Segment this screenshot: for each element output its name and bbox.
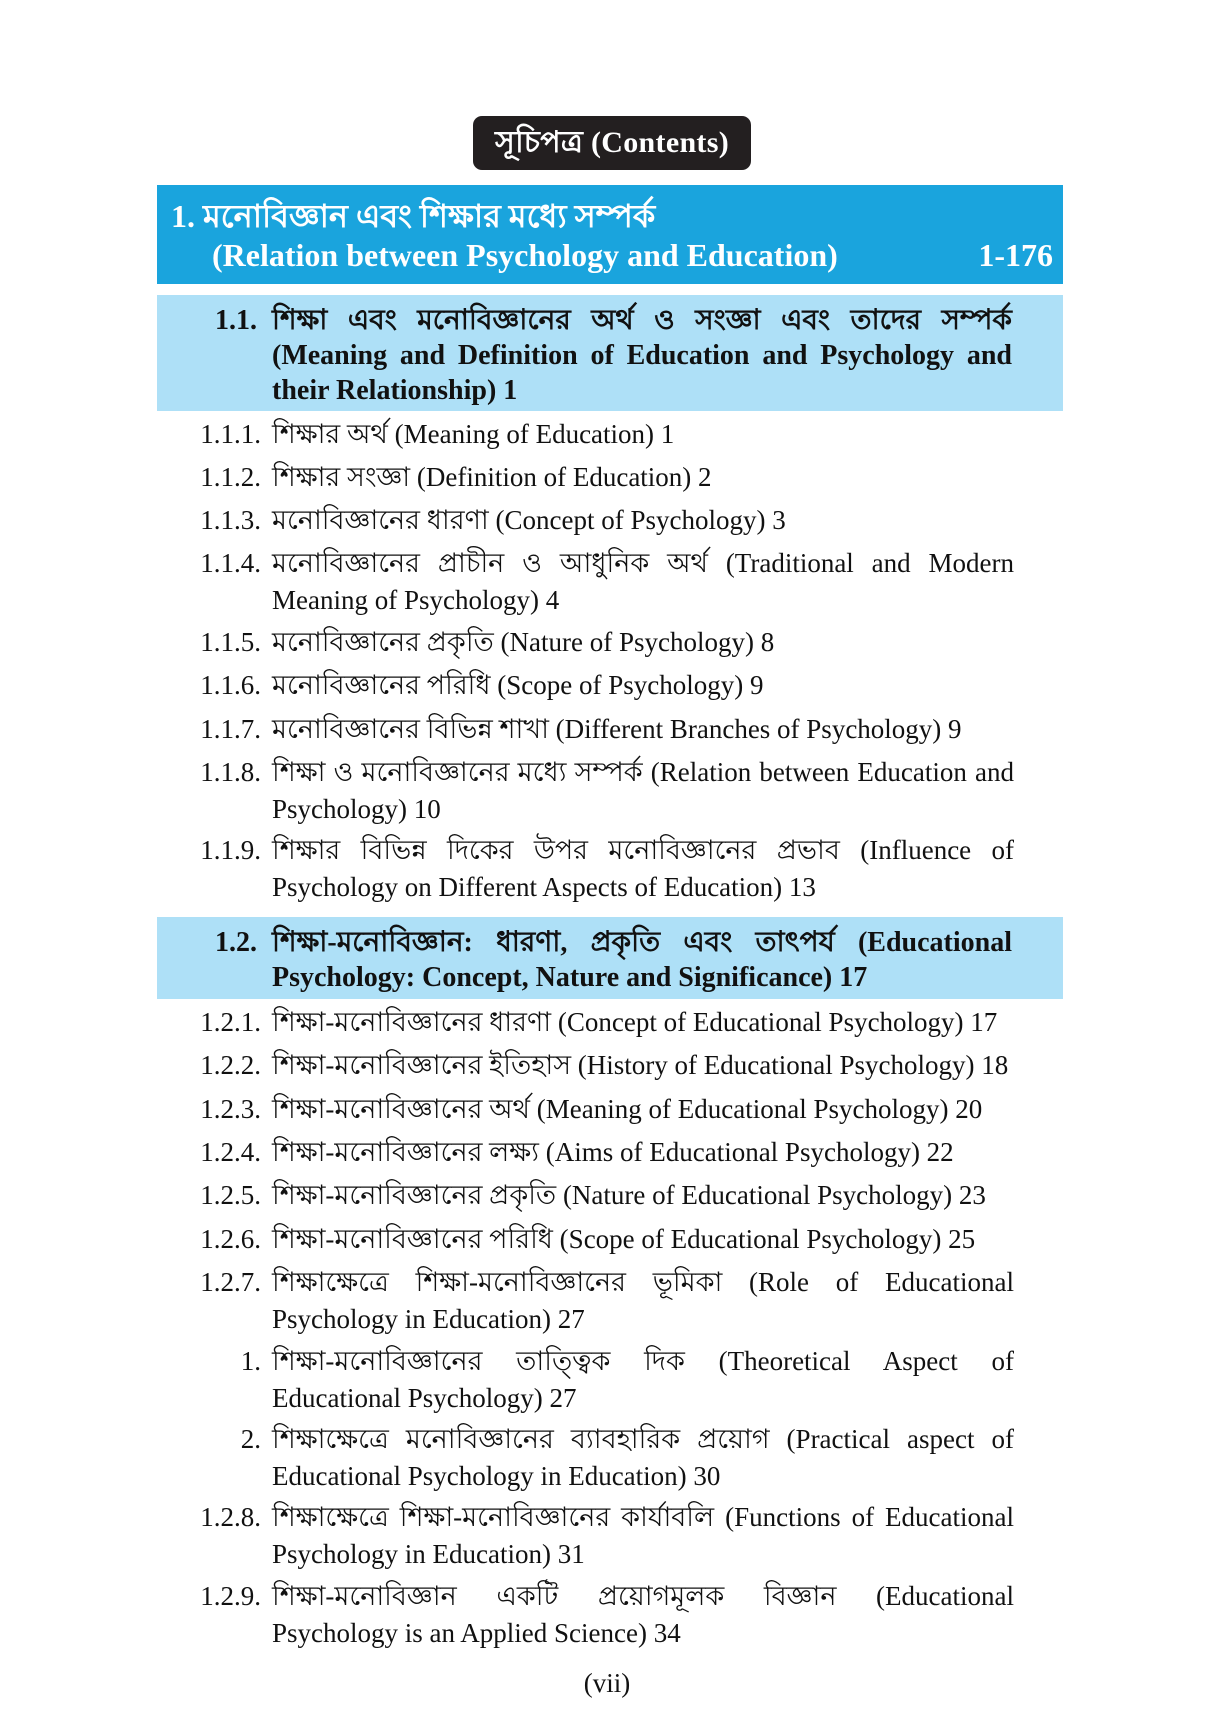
entry-text: মনোবিজ্ঞানের প্রকৃতি (Nature of Psychology) 8 (272, 627, 775, 657)
entry-text: শিক্ষা-মনোবিজ্ঞানের অর্থ (Meaning of Educational Psychology) 20 (272, 1094, 983, 1124)
chapter-heading (157, 185, 1063, 284)
entry-text: শিক্ষার বিভিন্ন দিকের উপর মনোবিজ্ঞানের প্রভাব (Influence of Psychology on Different Aspects of Education) 13 (272, 835, 1014, 902)
entry-number: 1.1.9. (200, 835, 261, 865)
entry-text: শিক্ষা-মনোবিজ্ঞানের প্রকৃতি (Nature of Educational Psychology) 23 (272, 1180, 986, 1210)
entry-number: 1.1.1. (200, 419, 261, 449)
entry-text: মনোবিজ্ঞানের বিভিন্ন শাখা (Different Branches of Psychology) 9 (272, 714, 962, 744)
section-number: 1.1. (215, 305, 257, 336)
entry-number: 1.2.7. (200, 1267, 261, 1297)
entry-text: শিক্ষা-মনোবিজ্ঞান একটি প্রয়োগমূলক বিজ্ঞান (Educational Psychology is an Applied Science) 34 (272, 1581, 1014, 1648)
chapter-page-range: 1-176 (978, 237, 1053, 273)
entry-text: শিক্ষাক্ষেত্রে শিক্ষা-মনোবিজ্ঞানের কার্যাবলি (Functions of Educational Psychology in Education) 31 (272, 1502, 1014, 1569)
section-heading (157, 917, 1063, 999)
section-heading (157, 295, 1063, 411)
entry-text: শিক্ষার সংজ্ঞা (Definition of Education) 2 (272, 462, 712, 492)
entry-number: 1.2.1. (200, 1007, 261, 1037)
entry-number: 1.2.4. (200, 1137, 261, 1167)
entry-text: শিক্ষা-মনোবিজ্ঞানের ধারণা (Concept of Educational Psychology) 17 (272, 1007, 998, 1037)
entry-text: মনোবিজ্ঞানের পরিধি (Scope of Psychology) 9 (272, 670, 764, 700)
entry-number: 1.1.7. (200, 714, 261, 744)
entry-number: 1. (240, 1346, 261, 1376)
entry-text: শিক্ষা-মনোবিজ্ঞানের লক্ষ্য (Aims of Educational Psychology) 22 (272, 1137, 954, 1167)
entry-number: 1.2.3. (200, 1094, 261, 1124)
entry-number: 1.1.5. (200, 627, 261, 657)
entry-number: 1.2.5. (200, 1180, 261, 1210)
entry-text: মনোবিজ্ঞানের ধারণা (Concept of Psychology) 3 (272, 505, 786, 535)
section-title: শিক্ষা এবং মনোবিজ্ঞানের অর্থ ও সংজ্ঞা এবং তাদের সম্পর্ক (Meaning and Definition of Education and Psychology and their Relationship) 1 (272, 305, 1012, 406)
entry-number: 1.2.9. (200, 1581, 261, 1611)
section-title: শিক্ষা-মনোবিজ্ঞান: ধারণা, প্রকৃতি এবং তাৎপর্য (Educational Psychology: Concept, Nature and Significance) 17 (272, 927, 1012, 993)
entry-text: শিক্ষা ও মনোবিজ্ঞানের মধ্যে সম্পর্ক (Relation between Education and Psychology) 10 (272, 757, 1014, 824)
section-number: 1.2. (215, 927, 257, 958)
entry-text: শিক্ষার অর্থ (Meaning of Education) 1 (272, 419, 675, 449)
entry-text: শিক্ষা-মনোবিজ্ঞানের তাত্ত্বিক দিক (Theoretical Aspect of Educational Psychology) 27 (272, 1346, 1014, 1413)
entry-number: 1.2.6. (200, 1224, 261, 1254)
entry-text: শিক্ষা-মনোবিজ্ঞানের পরিধি (Scope of Educational Psychology) 25 (272, 1224, 976, 1254)
entry-text: শিক্ষা-মনোবিজ্ঞানের ইতিহাস (History of Educational Psychology) 18 (272, 1050, 1009, 1080)
entry-number: 1.1.8. (200, 757, 261, 787)
entry-number: 1.1.3. (200, 505, 261, 535)
entry-number: 1.2.8. (200, 1502, 261, 1532)
entry-number: 1.2.2. (200, 1050, 261, 1080)
entry-number: 1.1.6. (200, 670, 261, 700)
chapter-title-english: (Relation between Psychology and Education) (212, 237, 838, 273)
entry-number: 2. (240, 1424, 261, 1454)
entry-text: মনোবিজ্ঞানের প্রাচীন ও আধুনিক অর্থ (Traditional and Modern Meaning of Psychology) 4 (272, 548, 1014, 615)
entry-text: শিক্ষাক্ষেত্রে মনোবিজ্ঞানের ব্যাবহারিক প্রয়োগ (Practical aspect of Educational Psychology in Education) 30 (272, 1424, 1014, 1491)
entry-number: 1.1.2. (200, 462, 261, 492)
contents-title: সূচিপত্র (Contents) (473, 116, 751, 170)
entry-text: শিক্ষাক্ষেত্রে শিক্ষা-মনোবিজ্ঞানের ভূমিকা (Role of Educational Psychology in Education) 27 (272, 1267, 1014, 1334)
page-number: (vii) (583, 1668, 631, 1698)
entry-number: 1.1.4. (200, 548, 261, 578)
chapter-title-bengali: 1. মনোবিজ্ঞান এবং শিক্ষার মধ্যে সম্পর্ক (171, 198, 656, 234)
